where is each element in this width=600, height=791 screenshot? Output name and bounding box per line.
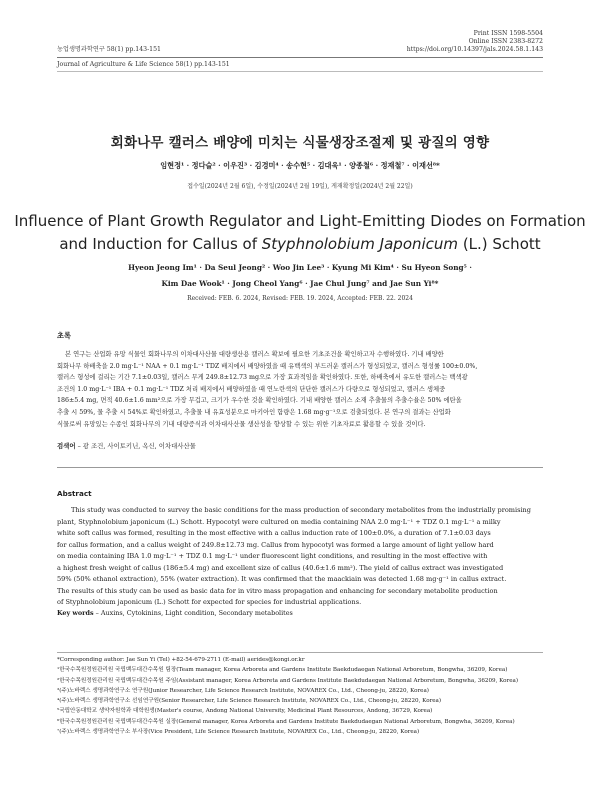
abstract-line: plant, Styphnolobium japonicum (L.) Schott. Hypocotyl were cultured on media containing NAA 2.0 mg·L⁻¹ + TDZ 0.1 mg·L⁻¹ a milky xyxy=(57,517,501,526)
footnote-line: ⁵국립안동대학교 생약자원학과 대학원생(Master's course, Andong National University, Medicinal Plant Resources, Andong, 36729, Korea) xyxy=(57,708,433,715)
korean-keywords-text: 광 조건, 사이토키닌, 옥신, 이차대사산물 xyxy=(82,442,196,450)
korean-keywords-label: 검색어 xyxy=(57,442,76,450)
korean-journal-ref: 농업생명과학연구 58(1) pp.143-151 xyxy=(57,46,161,53)
korean-authors: 임현정¹ · 정다슬² · 이우진³ · 김경미⁴ · 송수현⁵ · 김대욱¹ · 양종철⁶ · 정재철⁷ · 이재선⁸* xyxy=(160,161,440,170)
english-authors-line2: Kim Dae Wook¹ · Jong Cheol Yang⁶ · Jae Chul Jung⁷ and Jae Sun Yi⁸* xyxy=(161,279,439,288)
header-rule-2 xyxy=(57,71,543,72)
abstract-line: white soft callus was formed, resulting in the most effective with a callus induction rate of 100±0.0%, a duration of 7.1±0.03 days xyxy=(57,529,491,538)
korean-abstract-line: 186±5.4 mg, 면적 40.6±1.6 mm²으로 가장 무겁고, 크기가 우수한 것을 확인하였다. 기내 배양한 캘러스 소재 추출물의 추출수율은 50% 에탄올 xyxy=(57,397,462,405)
english-title-line1: Influence of Plant Growth Regulator and Light-Emitting Diodes on Formation xyxy=(14,212,586,230)
abstract-heading: Abstract xyxy=(57,489,92,498)
footnote-line: ⁴(주)노바렉스 생명과학연구소 선임연구원(Senior Researcher, Life Science Research Institute, NOVAREX Co., Ltd., Cheong-ju, 28220, Korea) xyxy=(57,698,442,705)
korean-abstract-line: 본 연구는 산업화 유망 식물인 회화나무의 이차대사산물 대량생산용 캘러스 확보에 필요한 기초조건을 확인하고자 수행하였다. 기내 배양한 xyxy=(65,351,444,358)
korean-dates: 접수일(2024년 2월 6일), 수정일(2024년 2월 19일), 게재확정일(2024년 2월 22일) xyxy=(187,183,413,190)
korean-abstract-body xyxy=(57,349,543,430)
english-title-line2 xyxy=(0,233,600,256)
korean-abstract-line: 캘러스 형성에 걸리는 기간 7.1±0.03일, 캘러스 무게 249.8±12.73 mg으로 가장 효과적임을 확인하였다. 또한, 하배축에서 유도한 캘러스는 백색광 xyxy=(57,374,468,382)
abstract-line: on media containing IBA 1.0 mg·L⁻¹ + TDZ 0.1 mg·L⁻¹ under fluorescent light conditions, and resulting in the most effective with xyxy=(57,552,488,561)
abstract-line: 59% (50% ethanol extraction), 55% (water extraction). It was confirmed that the maackiain was detected 1.68 mg·g⁻¹ in callus extract. xyxy=(57,575,507,584)
footnote-line: ⁷(주)노바렉스 생명과학연구소 부사장(Vice President, Life Science Research Institute, NOVAREX Co., Ltd., Cheong-ju, 28220, Korea) xyxy=(57,729,420,736)
abstract-line: of Styphnolobium japonicum (L.) Schott for expected for species for industrial applications. xyxy=(57,598,362,607)
footnote-line: ³(주)노바렉스 생명과학연구소 연구원(Junior Researcher, Life Science Research Institute, NOVAREX Co., Ltd., Cheong-ju, 28220, Korea) xyxy=(57,687,429,694)
english-title-line2-pre: and Induction for Callus of xyxy=(59,235,262,253)
english-keywords-text: Auxins, Cytokinins, Light condition, Secondary metabolites xyxy=(100,609,293,617)
footnote-line: ¹한국수목원정원관리원 국립백두대간수목원 팀장(Team manager, Korea Arboreta and Gardens Institute Baekdudaegan National Arboretum, Bongwha, 36209, Korea) xyxy=(57,667,508,674)
doi: https://doi.org/10.14397/jals.2024.58.1.143 xyxy=(406,46,543,53)
issn-block xyxy=(407,30,543,54)
korean-abstract-line: 회화나무 하배축을 2.0 mg·L⁻¹ NAA + 0.1 mg·L⁻¹ TDZ 배지에서 배양하였을 때 유백색의 부드러운 캘러스가 형성되었고, 캘러스 형성률 100±0.0%, xyxy=(57,362,478,370)
korean-abstract-line: 식물로써 유망있는 수종인 회화나무의 기내 대량증식과 이차대사산물 생산성을 향상할 수 있는 위한 기초자료로 활용할 수 있을 것이다. xyxy=(57,420,426,428)
abstract-body xyxy=(57,505,543,609)
korean-abstract-line: 추출 시 59%, 물 추출 시 54%로 확인하였고, 추출물 내 유효성분으로 마키아인 함량은 1.68 mg·g⁻¹으로 검출되었다. 본 연구의 결과는 산업화 xyxy=(57,408,451,416)
english-authors-line1: Hyeon Jeong Im¹ · Da Seul Jeong² · Woo Jin Lee³ · Kyung Mi Kim⁴ · Su Hyeon Song⁵ · xyxy=(128,263,472,272)
korean-keywords: 검색어 – 광 조건, 사이토키닌, 옥신, 이차대사산물 xyxy=(57,442,196,450)
korean-abstract-line: 조건의 1.0 mg·L⁻¹ IBA + 0.1 mg·L⁻¹ TDZ 처리 배지에서 배양하였을 때 연노란색의 단단한 캘러스가 다량으로 형성되었고, 캘러스 생체중 xyxy=(57,385,446,393)
english-title-species: Styphnolobium Japonicum xyxy=(261,235,459,253)
english-title-line2-post: (L.) Schott xyxy=(458,235,541,253)
english-dates: Received: FEB. 6. 2024, Revised: FEB. 19. 2024, Accepted: FEB. 22. 2024 xyxy=(187,295,413,302)
footnote-line: ⁶한국수목원정원관리원 국립백두대간수목원 실장(General manager, Korea Arboreta and Gardens Institute Baekdudaegan National Arboretum, Bongwha, 36209, Korea) xyxy=(57,718,515,725)
korean-abstract-heading: 초록 xyxy=(57,331,71,340)
footnotes xyxy=(57,655,543,737)
abstract-line: a highest fresh weight of callus (186±5.4 mg) and excellent size of callus (40.6±1.6 mm²). The yield of callus extract was investigated xyxy=(57,563,504,572)
footnote-rule xyxy=(57,652,543,653)
section-rule xyxy=(57,467,543,468)
online-issn: Online ISSN 2383-8272 xyxy=(468,38,543,45)
abstract-line: The results of this study can be used as basic data for in vitro mass propagation and enhancing for secondary metabolite production xyxy=(57,586,498,595)
abstract-line: This study was conducted to survey the basic conditions for the mass production of secondary metabolites from the industrially promising xyxy=(71,506,531,514)
english-title xyxy=(0,210,600,256)
footnote-line: *Corresponding author: Jae Sun Yi (Tel) +82-54-679-2711 (E-mail) aerides@kongi.or.kr xyxy=(57,657,305,663)
footnote-line: ²한국수목원정원관리원 국립백두대간수목원 주임(Assistant manager, Korea Arboreta and Gardens Institute Baekdudaegan National Arboretum, Bongwha, 36209, Korea) xyxy=(57,677,519,684)
english-keywords: Key words – Auxins, Cytokinins, Light condition, Secondary metabolites xyxy=(57,609,293,617)
header-rule xyxy=(57,57,543,58)
korean-title: 회화나무 캘러스 배양에 미치는 식물생장조절제 및 광질의 영향 xyxy=(110,135,490,151)
english-journal-ref: Journal of Agriculture & Life Science 58(1) pp.143-151 xyxy=(57,61,230,68)
print-issn: Print ISSN 1598-5504 xyxy=(473,30,543,37)
english-keywords-label: Key words xyxy=(57,609,94,617)
abstract-line: for callus formation, and a callus weight of 249.8±12.73 mg. Callus from hypocotyl was formed a large amount of light yellow hard xyxy=(57,540,494,549)
english-authors xyxy=(0,262,600,290)
